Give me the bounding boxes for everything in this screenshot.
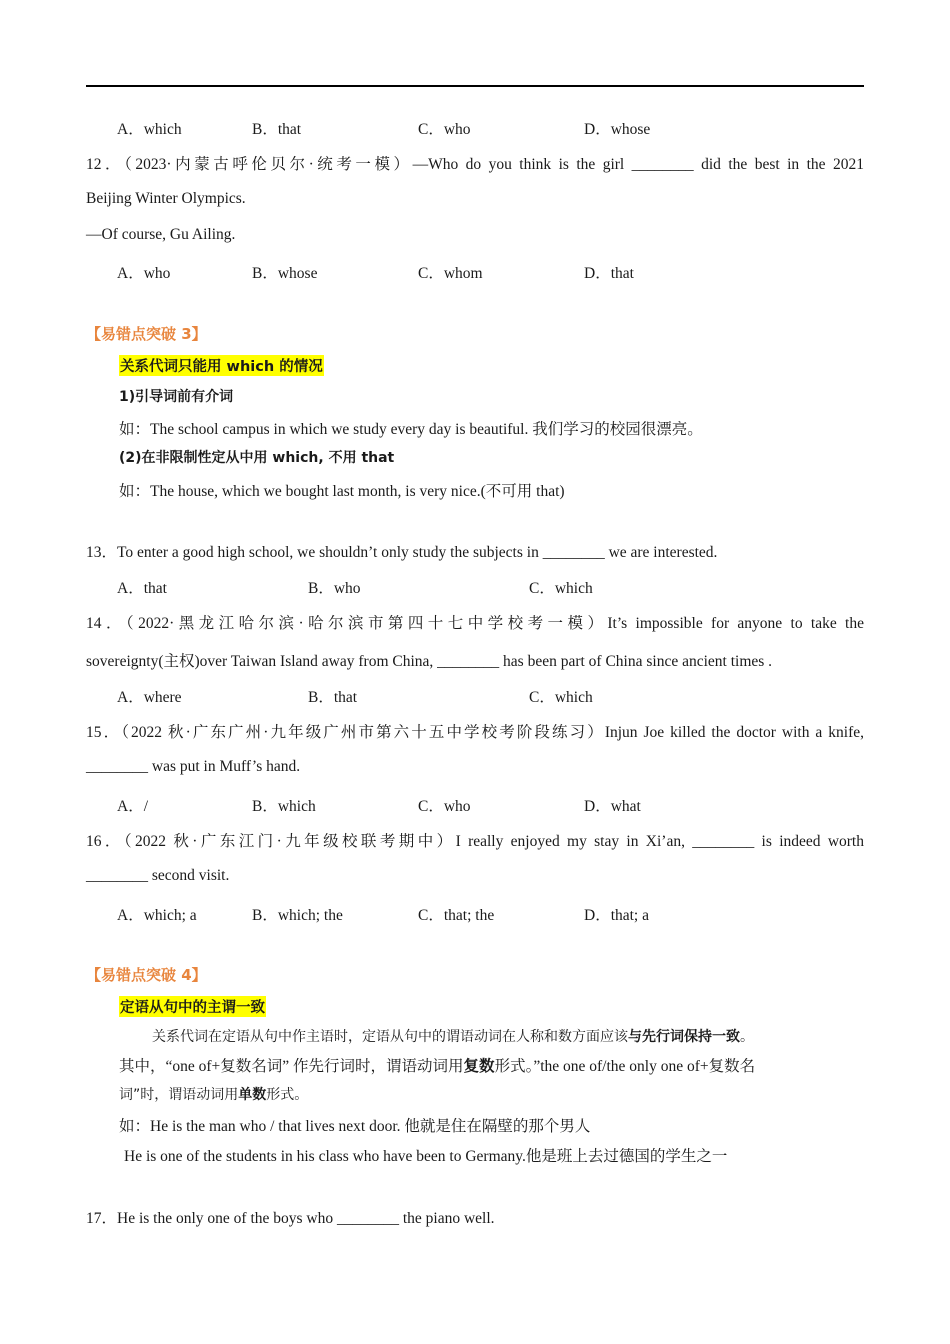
q15-stem-line1: 15．（2022 秋·广东广州·九年级广州市第六十五中学校考阶段练习）Injun Joe killed the doctor with a knife, bbox=[86, 724, 864, 741]
section-3-example-2: 如：The house, which we bought last month, is very nice.(不可用 that) bbox=[119, 483, 565, 500]
q12-option-c[interactable]: C．whom bbox=[418, 265, 483, 282]
q14-stem-line2: sovereignty(主权)over Taiwan Island away from China, ________ has been part of China since ancient times . bbox=[86, 653, 773, 670]
para3-emphasis: 单数 bbox=[238, 1087, 267, 1103]
section-3-rule-1: 1)引导词前有介词 bbox=[119, 389, 234, 405]
q12-stem-line1: 12．（2023·内蒙古呼伦贝尔·统考一模）—Who do you think is the girl ________ did the best in the 2021 bbox=[86, 156, 864, 173]
section-4-paragraph-line3 bbox=[119, 1084, 308, 1104]
q11-option-b[interactable]: B．that bbox=[252, 121, 302, 138]
para1-emphasis: 与先行词保持一致 bbox=[628, 1029, 740, 1045]
q16-option-c[interactable]: C．that; the bbox=[418, 907, 495, 924]
q16-option-d[interactable]: D．that; a bbox=[584, 907, 649, 924]
para2-end: 形式。”the one of/the only one of+复数名 bbox=[494, 1058, 756, 1075]
section-4-title: 【易错点突破 4】 bbox=[86, 966, 207, 984]
q12-option-a[interactable]: A．who bbox=[117, 265, 171, 282]
para3-end: 形式。 bbox=[266, 1087, 309, 1103]
section-3-highlight: 关系代词只能用 which 的情况 bbox=[119, 355, 324, 376]
q14-stem-line1: 14．（2022·黑龙江哈尔滨·哈尔滨市第四十七中学校考一模）It’s impossible for anyone to take the bbox=[86, 615, 864, 632]
q11-option-c[interactable]: C．who bbox=[418, 121, 471, 138]
q17-stem: 17．He is the only one of the boys who ________ the piano well. bbox=[86, 1210, 495, 1227]
section-4-highlight: 定语从句中的主谓一致 bbox=[119, 996, 266, 1017]
q13-option-b[interactable]: B．who bbox=[308, 580, 361, 597]
section-3-rule-2: (2)在非限制性定从中用 which, 不用 that bbox=[119, 450, 395, 466]
section-3-title: 【易错点突破 3】 bbox=[86, 325, 207, 343]
q14-option-a[interactable]: A．where bbox=[117, 689, 182, 706]
para2-text: 其中，“one of+复数名词” 作先行词时，谓语动词用 bbox=[119, 1058, 464, 1075]
header-rule bbox=[86, 85, 864, 87]
q15-option-b[interactable]: B．which bbox=[252, 798, 316, 815]
para2-emphasis: 复数 bbox=[463, 1058, 495, 1075]
para3-text: 词”时，谓语动词用 bbox=[119, 1087, 239, 1103]
q14-option-c[interactable]: C．which bbox=[529, 689, 593, 706]
q11-option-a[interactable]: A．which bbox=[117, 121, 182, 138]
q16-stem-line1: 16．（2022 秋·广东江门·九年级校联考期中）I really enjoyed my stay in Xi’an, ________ is indeed worth bbox=[86, 833, 864, 850]
section-4-paragraph-line2 bbox=[119, 1054, 755, 1076]
section-4-paragraph-line1 bbox=[152, 1026, 754, 1046]
q12-option-d[interactable]: D．that bbox=[584, 265, 634, 282]
q15-option-d[interactable]: D．what bbox=[584, 798, 641, 815]
q14-option-b[interactable]: B．that bbox=[308, 689, 358, 706]
q13-option-a[interactable]: A．that bbox=[117, 580, 167, 597]
section-3-example-1: 如：The school campus in which we study every day is beautiful. 我们学习的校园很漂亮。 bbox=[119, 421, 703, 438]
para1-text: 关系代词在定语从句中作主语时，定语从句中的谓语动词在人称和数方面应该 bbox=[152, 1029, 628, 1045]
q12-answer-line: —Of course, Gu Ailing. bbox=[86, 226, 236, 243]
q12-stem-line2: Beijing Winter Olympics. bbox=[86, 190, 246, 207]
q11-option-d[interactable]: D．whose bbox=[584, 121, 651, 138]
para1-end: 。 bbox=[740, 1029, 754, 1045]
q12-option-b[interactable]: B．whose bbox=[252, 265, 318, 282]
q13-option-c[interactable]: C．which bbox=[529, 580, 593, 597]
q15-option-c[interactable]: C．who bbox=[418, 798, 471, 815]
section-4-example-1: 如：He is the man who / that lives next door. 他就是住在隔壁的那个男人 bbox=[119, 1118, 591, 1135]
q15-stem-line2: ________ was put in Muff’s hand. bbox=[86, 758, 301, 775]
q13-stem: 13．To enter a good high school, we shouldn’t only study the subjects in ________ we are interested. bbox=[86, 544, 718, 561]
q16-stem-line2: ________ second visit. bbox=[86, 867, 230, 884]
q16-option-b[interactable]: B．which; the bbox=[252, 907, 343, 924]
q15-option-a[interactable]: A．/ bbox=[117, 798, 149, 815]
section-4-example-2: He is one of the students in his class who have been to Germany.他是班上去过德国的学生之一 bbox=[124, 1148, 728, 1165]
q16-option-a[interactable]: A．which; a bbox=[117, 907, 197, 924]
